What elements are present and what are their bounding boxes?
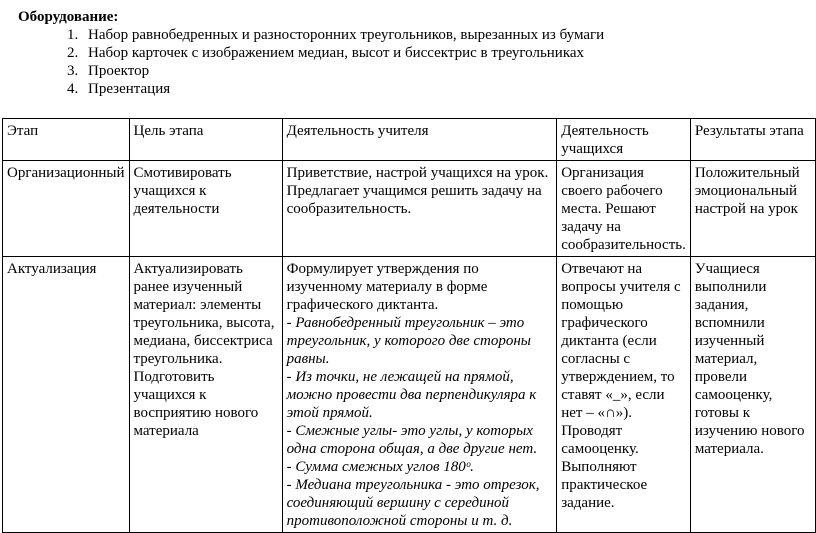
equipment-item: 1. Набор равнобедренных и разносторонних треугольников, вырезанных из бумаги xyxy=(82,26,604,44)
equipment-heading: Оборудование: xyxy=(18,9,119,25)
cell-teacher xyxy=(282,257,557,533)
header-students: Деятельность учащихся xyxy=(557,119,691,161)
cell-stage: Организационный xyxy=(3,161,130,257)
dictation-statement: - Сумма смежных углов 180ᵒ. xyxy=(286,459,474,475)
header-goal: Цель этапа xyxy=(129,119,282,161)
lesson-table xyxy=(2,118,816,533)
cell-result: Учащиеся выполнили задания, вспомнили изученный материал, провели самооценку, готовы к изучению нового материала. xyxy=(690,257,815,533)
teacher-intro: Формулирует утверждения по изученному материалу в форме графического диктанта. xyxy=(286,261,488,313)
equipment-item: 2. Набор карточек с изображением медиан, высот и биссектрис в треугольниках xyxy=(82,44,604,62)
dictation-statement: - Медиана треугольника - это отрезок, соединяющий вершину с серединой противоположной стороны и т. д. xyxy=(286,477,540,529)
dictation-statement: - Из точки, не лежащей на прямой, можно провести два перпендикуляра к этой прямой. xyxy=(286,369,537,421)
cell-teacher: Приветствие, настрой учащихся на урок. Предлагает учащимся решить задачу на сообразительность. xyxy=(282,161,557,257)
dictation-statement: - Смежные углы- это углы, у которых одна сторона общая, а две другие нет. xyxy=(286,423,538,457)
header-stage: Этап xyxy=(3,119,130,161)
equipment-item: 3. Проектор xyxy=(82,62,604,80)
cell-goal: Смотивировать учащихся к деятельности xyxy=(129,161,282,257)
cell-students: Организация своего рабочего места. Решают задачу на сообразительность. xyxy=(557,161,691,257)
cell-goal: Актуализировать ранее изученный материал: элементы треугольника, высота, медиана, биссектриса треугольника. Подготовить учащихся к восприятию нового материала xyxy=(129,257,282,533)
header-teacher: Деятельность учителя xyxy=(282,119,557,161)
cell-stage: Актуализация xyxy=(3,257,130,533)
table-row xyxy=(3,257,816,533)
equipment-list xyxy=(18,26,604,98)
equipment-item: 4. Презентация xyxy=(82,80,604,98)
table-header-row xyxy=(3,119,816,161)
header-result: Результаты этапа xyxy=(690,119,815,161)
dictation-statement: - Равнобедренный треугольник – это треугольник, у которого две стороны равны. xyxy=(286,315,531,367)
cell-result: Положительный эмоциональный настрой на урок xyxy=(690,161,815,257)
cell-students: Отвечают на вопросы учителя с помощью графического диктанта (если согласны с утверждением, то ставят «_», если нет – «∩»). Проводят самооценку. Выполняют практическое задание. xyxy=(557,257,691,533)
equipment-section xyxy=(18,8,604,98)
table-row xyxy=(3,161,816,257)
